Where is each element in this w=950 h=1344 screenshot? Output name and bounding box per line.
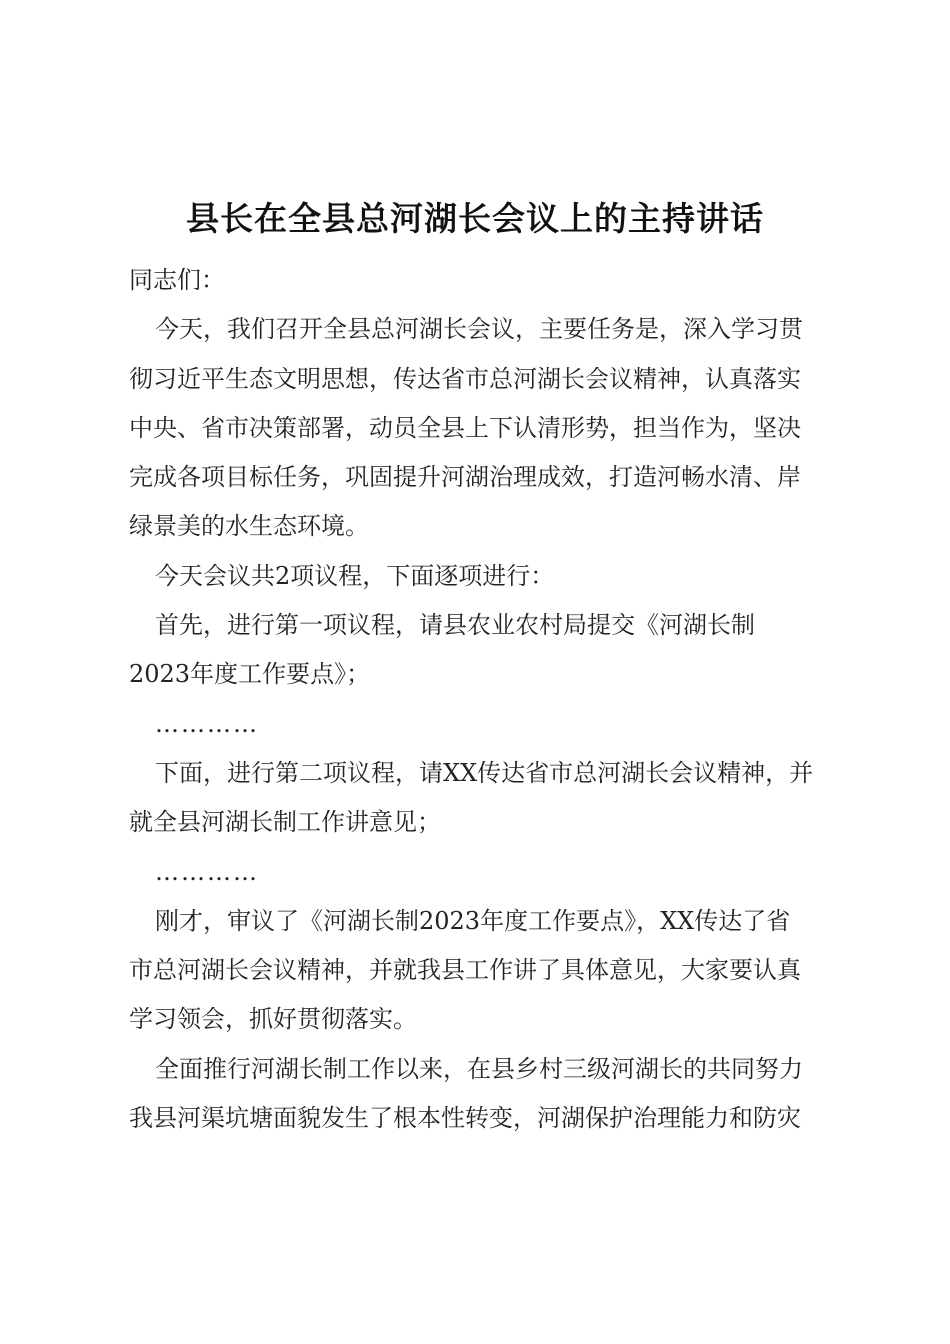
paragraph-agenda-item-1: 首先，进行第一项议程，请县农业农村局提交《河湖长制 2023年度工作要点》； bbox=[129, 611, 755, 689]
paragraph-agenda-item-2: 下面，进行第二项议程，请XX传达省市总河湖长会议精神，并 就全县河湖长制工作讲意见； bbox=[129, 758, 814, 837]
document-body bbox=[129, 256, 859, 1143]
ellipsis-1: ………… bbox=[155, 709, 259, 738]
document-title: 县长在全县总河湖长会议上的主持讲话 bbox=[186, 199, 764, 238]
paragraph-agenda: 今天会议共2项议程，下面逐项进行： bbox=[155, 561, 555, 590]
paragraph-progress: 全面推行河湖长制工作以来，在县乡村三级河湖长的共同努力 我县河渠坑塘面貌发生了根本性转变，河湖保护治理能力和防灾 bbox=[129, 1054, 803, 1133]
paragraph-opening: 今天，我们召开全县总河湖长会议，主要任务是，深入学习贯 彻习近平生态文明思想，传达省市总河湖长会议精神，认真落实 中央、省市决策部署，动员全县上下认清形势，担当作为，坚决 完成各项目标任务，巩固提升河湖治理成效，打造河畅水清、岸 绿景美的水生态环境。 bbox=[129, 315, 803, 541]
paragraph-summary: 刚才，审议了《河湖长制2023年度工作要点》，XX传达了省 市总河湖长会议精神，并就我县工作讲了具体意见，大家要认真 学习领会，抓好贯彻落实。 bbox=[129, 906, 801, 1034]
ellipsis-2: ………… bbox=[155, 857, 259, 886]
salutation: 同志们： bbox=[129, 266, 225, 294]
